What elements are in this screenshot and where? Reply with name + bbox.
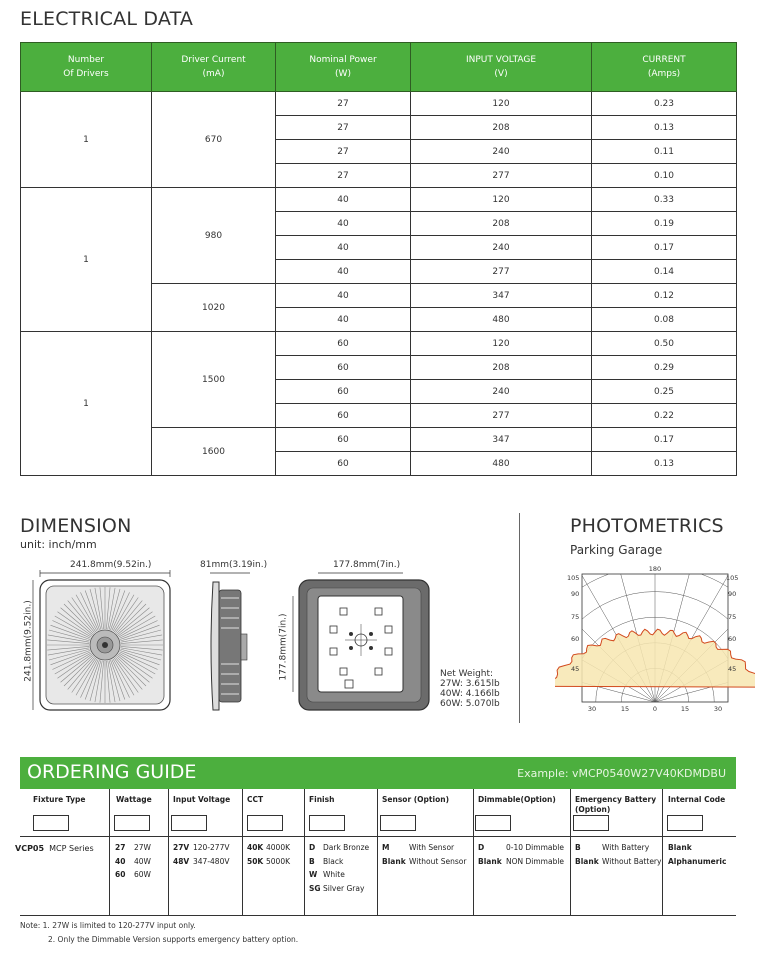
note-2: 2. Only the Dimmable Version supports emergency battery option.	[48, 935, 299, 944]
polar-label-b15l: 15	[620, 705, 630, 713]
fixture-option	[15, 842, 94, 856]
cell-power: 60	[276, 332, 411, 356]
table-row	[21, 92, 737, 116]
cct-code-box[interactable]	[247, 815, 283, 831]
header-input-voltage: Input Voltage	[173, 795, 231, 804]
ordering-example: Example: vMCP0540W27V40KDMDBU	[517, 767, 726, 780]
table-header-row	[21, 43, 737, 92]
cell-voltage: 120	[411, 92, 592, 116]
polar-label-l60: 60	[571, 635, 580, 643]
ordering-bottom-line	[20, 915, 736, 916]
list-item: 27 27W	[115, 843, 151, 852]
column-separator	[662, 789, 663, 915]
cell-driver-current: 1020	[152, 284, 276, 332]
cell-power: 40	[276, 236, 411, 260]
cell-amps: 0.14	[592, 260, 737, 284]
polar-photometric-chart	[555, 562, 755, 717]
list-item: 40 40W	[115, 856, 151, 866]
cell-amps: 0.13	[592, 116, 737, 140]
list-item: M With Sensor	[382, 843, 455, 852]
cell-power: 60	[276, 404, 411, 428]
list-item: B Black	[309, 856, 344, 866]
column-separator	[168, 789, 169, 915]
list-item: 40K 4000K	[247, 843, 291, 852]
polar-label-r105: 105	[726, 574, 739, 582]
cell-voltage: 240	[411, 236, 592, 260]
cell-amps: 0.08	[592, 308, 737, 332]
polar-label-l90: 90	[571, 590, 580, 598]
internal-code-box[interactable]	[667, 815, 703, 831]
dimmable-code-box[interactable]	[475, 815, 511, 831]
cell-voltage: 347	[411, 284, 592, 308]
ordering-guide-bar	[20, 757, 736, 789]
list-item: W White	[309, 870, 345, 879]
list-item: SG Silver Gray	[309, 883, 365, 893]
list-item: Blank Without Sensor	[382, 856, 467, 866]
dimension-unit: unit: inch/mm	[20, 538, 97, 551]
cell-driver-current: 1500	[152, 332, 276, 428]
fixture-name: MCP Series	[49, 844, 94, 853]
note-1: Note: 1. 27W is limited to 120-277V input only.	[20, 921, 196, 930]
cell-power: 60	[276, 356, 411, 380]
cell-drivers: 1	[21, 92, 152, 188]
cell-driver-current: 670	[152, 92, 276, 188]
finish-code-box[interactable]	[309, 815, 345, 831]
battery-code-box[interactable]	[573, 815, 609, 831]
polar-label-l75: 75	[571, 613, 580, 621]
dimmable-options	[478, 841, 564, 868]
sensor-options	[382, 841, 466, 868]
column-separator	[109, 789, 110, 915]
cell-voltage: 208	[411, 356, 592, 380]
fixture-code-box[interactable]	[33, 815, 69, 831]
polar-label-l105: 105	[567, 574, 580, 582]
polar-label-r45: 45	[728, 665, 737, 673]
electrical-title: ELECTRICAL DATA	[20, 8, 194, 30]
cell-amps: 0.50	[592, 332, 737, 356]
section-divider	[519, 513, 520, 723]
dimension-title: DIMENSION	[20, 515, 132, 537]
header-nominal-power: Nominal Power (W)	[276, 43, 411, 92]
cell-power: 40	[276, 212, 411, 236]
cell-drivers: 1	[21, 188, 152, 332]
header-drivers: Number Of Drivers	[21, 43, 152, 92]
finish-options	[309, 841, 369, 895]
table-row	[21, 188, 737, 212]
cct-options	[247, 841, 290, 868]
polar-label-l45: 45	[571, 665, 580, 673]
cell-power: 40	[276, 260, 411, 284]
list-item: 60 60W	[115, 870, 151, 879]
cell-power: 60	[276, 452, 411, 476]
header-emergency-battery: Emergency Battery (Option)	[575, 795, 657, 814]
cell-voltage: 120	[411, 332, 592, 356]
weight-27w: 27W: 3.615lb	[440, 679, 500, 689]
cell-power: 60	[276, 380, 411, 404]
cell-drivers: 1	[21, 332, 152, 476]
header-current: CURRENT (Amps)	[592, 43, 737, 92]
cell-voltage: 208	[411, 116, 592, 140]
cell-voltage: 208	[411, 212, 592, 236]
ordering-guide-title: ORDERING GUIDE	[27, 761, 197, 783]
cell-voltage: 277	[411, 164, 592, 188]
header-finish: Finish	[309, 795, 335, 804]
cell-voltage: 480	[411, 452, 592, 476]
front-width-label: 241.8mm(9.52in.)	[70, 560, 152, 570]
list-item: Alphanumeric	[668, 856, 727, 866]
internal-options	[668, 841, 726, 868]
cell-voltage: 277	[411, 260, 592, 284]
cell-power: 40	[276, 284, 411, 308]
list-item: B With Battery	[575, 843, 650, 852]
weight-40w: 40W: 4.166lb	[440, 689, 500, 699]
column-separator	[377, 789, 378, 915]
cell-amps: 0.19	[592, 212, 737, 236]
list-item: 48V 347-480V	[173, 856, 230, 866]
cell-power: 27	[276, 140, 411, 164]
column-separator	[304, 789, 305, 915]
polar-label-b0: 0	[652, 705, 658, 713]
ordering-divider-line	[20, 836, 736, 837]
sensor-code-box[interactable]	[380, 815, 416, 831]
net-weight-block	[440, 669, 500, 709]
cell-driver-current: 980	[152, 188, 276, 284]
fixture-code: VCP05	[15, 844, 45, 853]
cell-voltage: 277	[411, 404, 592, 428]
list-item: 27V 120-277V	[173, 843, 230, 852]
back-view-drawing	[285, 568, 435, 718]
voltage-options	[173, 841, 229, 868]
list-item: D 0-10 Dimmable	[478, 843, 564, 852]
list-item: D Dark Bronze	[309, 843, 370, 852]
voltage-code-box[interactable]	[171, 815, 207, 831]
cell-amps: 0.10	[592, 164, 737, 188]
cell-voltage: 240	[411, 140, 592, 164]
back-height-label: 177.8mm(7in.)	[278, 613, 289, 681]
wattage-code-box[interactable]	[114, 815, 150, 831]
column-separator	[242, 789, 243, 915]
cell-power: 40	[276, 188, 411, 212]
polar-label-b30l: 30	[587, 705, 597, 713]
cell-amps: 0.13	[592, 452, 737, 476]
cell-amps: 0.22	[592, 404, 737, 428]
cell-voltage: 480	[411, 308, 592, 332]
photometrics-title: PHOTOMETRICS	[570, 515, 724, 537]
polar-label-r60: 60	[728, 635, 737, 643]
list-item: Blank	[668, 843, 692, 852]
front-view-drawing	[30, 568, 180, 718]
header-internal-code: Internal Code	[668, 795, 726, 804]
polar-label-b30r: 30	[713, 705, 723, 713]
wattage-options	[115, 841, 151, 882]
side-depth-label: 81mm(3.19in.)	[200, 560, 268, 570]
cell-voltage: 120	[411, 188, 592, 212]
column-separator	[473, 789, 474, 915]
cell-amps: 0.29	[592, 356, 737, 380]
cell-power: 40	[276, 308, 411, 332]
cell-voltage: 240	[411, 380, 592, 404]
list-item: Blank NON Dimmable	[478, 856, 565, 866]
cell-driver-current: 1600	[152, 428, 276, 476]
net-weight-label: Net Weight:	[440, 669, 494, 679]
cell-power: 27	[276, 164, 411, 188]
polar-label-top: 180	[648, 565, 662, 573]
back-width-label: 177.8mm(7in.)	[333, 560, 401, 570]
polar-label-r75: 75	[728, 613, 737, 621]
table-row	[21, 332, 737, 356]
header-cct: CCT	[247, 795, 264, 804]
side-view-drawing	[205, 568, 255, 718]
header-input-voltage: INPUT VOLTAGE (V)	[411, 43, 592, 92]
header-driver-current: Driver Current (mA)	[152, 43, 276, 92]
cell-amps: 0.23	[592, 92, 737, 116]
polar-label-b15r: 15	[680, 705, 690, 713]
photometrics-subtitle: Parking Garage	[570, 543, 663, 557]
electrical-table	[20, 42, 737, 476]
polar-label-r90: 90	[728, 590, 737, 598]
cell-amps: 0.11	[592, 140, 737, 164]
header-sensor: Sensor (Option)	[382, 795, 450, 804]
front-height-label: 241.8mm(9.52in.)	[23, 600, 34, 682]
cell-power: 27	[276, 92, 411, 116]
cell-amps: 0.33	[592, 188, 737, 212]
list-item: Blank Without Battery	[575, 856, 662, 866]
cell-power: 27	[276, 116, 411, 140]
column-separator	[570, 789, 571, 915]
cell-amps: 0.17	[592, 428, 737, 452]
cell-amps: 0.17	[592, 236, 737, 260]
battery-options	[575, 841, 661, 868]
header-wattage: Wattage	[116, 795, 152, 804]
cell-amps: 0.25	[592, 380, 737, 404]
weight-60w: 60W: 5.070lb	[440, 699, 500, 709]
cell-voltage: 347	[411, 428, 592, 452]
cell-power: 60	[276, 428, 411, 452]
header-dimmable: Dimmable(Option)	[478, 795, 556, 804]
cell-amps: 0.12	[592, 284, 737, 308]
list-item: 50K 5000K	[247, 856, 291, 866]
header-fixture-type: Fixture Type	[33, 795, 86, 804]
